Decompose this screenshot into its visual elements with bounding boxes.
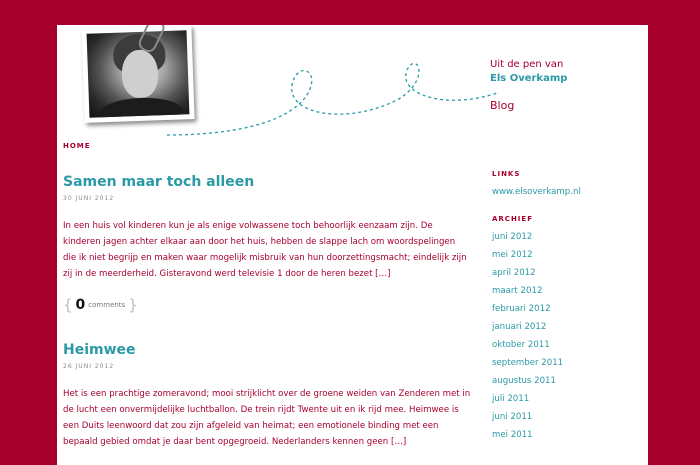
archive-heading: ARCHIEF: [492, 215, 533, 223]
links-list: [492, 183, 642, 201]
comments-link[interactable]: { 0 comments }: [63, 296, 138, 314]
sidebar: [492, 170, 642, 444]
post: [63, 174, 471, 314]
nav-home[interactable]: HOME: [63, 142, 91, 150]
post-date: 26 JUNI 2012: [63, 363, 115, 370]
site-header: [57, 25, 648, 145]
archive-link[interactable]: oktober 2011: [492, 340, 550, 350]
archive-link[interactable]: juni 2011: [492, 412, 533, 422]
archive-link[interactable]: september 2011: [492, 358, 564, 368]
site-title-author: Els Overkamp: [490, 73, 568, 84]
comment-label: comments: [88, 301, 126, 309]
post-title[interactable]: Heimwee: [63, 342, 136, 358]
post-excerpt: In een huis vol kinderen kun je als enige volwassene toch behoorlijk eenzaam zijn. De kinderen jagen achter elkaar aan door het huis, hebben de slappe lach om woordspelingen die ik niet begrijp en maken waar mogelijk misbruik van hun doorzettingsmacht; eindelijk zijn zij in de meerderheid. Gisteravond werd televisie 1 door de heren bezet […]: [63, 221, 467, 279]
sidebar-link[interactable]: www.elsoverkamp.nl: [492, 187, 581, 197]
archive-link[interactable]: mei 2011: [492, 430, 533, 440]
blog-link[interactable]: Blog: [490, 99, 515, 112]
archive-link[interactable]: juni 2012: [492, 232, 533, 242]
dotted-squiggle-decoration: [167, 55, 497, 145]
archive-link[interactable]: maart 2012: [492, 286, 543, 296]
archive-link[interactable]: mei 2012: [492, 250, 533, 260]
post-excerpt: Het is een prachtige zomeravond; mooi strijklicht over de groene weiden van Zenderen met in de lucht een onvermijdelijke luchtballon. De trein rijdt Twente uit en ik rijd mee. Heimwee is een Duits leenwoord dat zou zijn afgeleid van heimat; een emotionele binding met een bepaald gebied omdat je daar bent opgegroeid. Nederlanders kennen geen […]: [63, 389, 471, 447]
page-container: [57, 25, 648, 465]
archive-link[interactable]: februari 2012: [492, 304, 551, 314]
archive-link[interactable]: augustus 2011: [492, 376, 556, 386]
site-title[interactable]: [490, 58, 567, 86]
post-date: 30 JUNI 2012: [63, 195, 115, 202]
links-heading: LINKS: [492, 170, 521, 178]
post-title[interactable]: Samen maar toch alleen: [63, 174, 255, 190]
archive-link[interactable]: april 2012: [492, 268, 536, 278]
post: [63, 342, 471, 450]
archive-list: [492, 228, 642, 444]
comment-count: 0: [75, 297, 86, 313]
archive-link[interactable]: juli 2011: [492, 394, 530, 404]
site-title-line1: Uit de pen van: [490, 59, 564, 70]
post-list: [63, 174, 471, 450]
archive-link[interactable]: januari 2012: [492, 322, 547, 332]
